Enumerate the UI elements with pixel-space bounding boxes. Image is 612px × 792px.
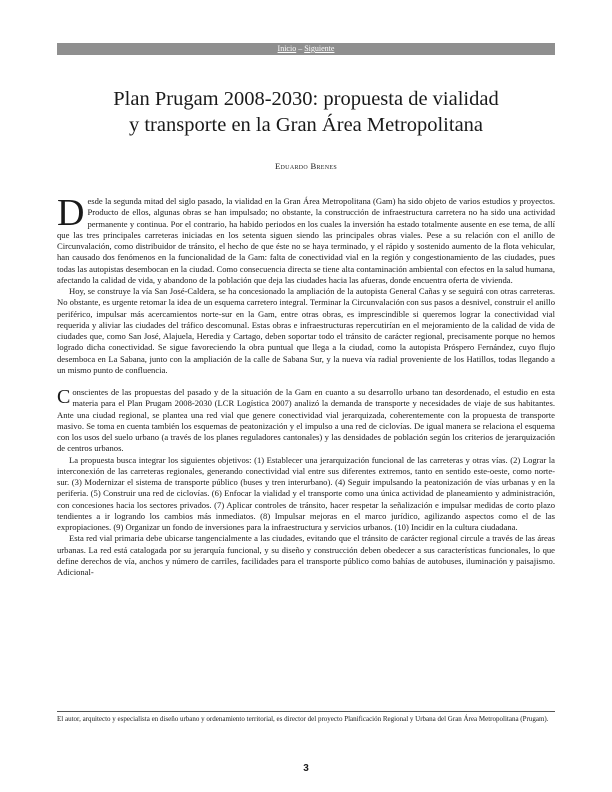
paragraph-2: Hoy, se construye la vía San José-Caldera, se ha concesionado la ampliación de la autopista General Cañas y se seguirá con otras carreteras. No obstante, es urgente retomar la idea de un esquema carretero integral. Terminar la Circunvalación con sus pasos a desnivel, construir el anillo periférico, impulsar más acercamientos norte-sur en la Gam, entre otras obras, es imprescindible si queremos lograr la conectividad vial requerida y aliviar las ciudades del tráfico descomunal. Estas obras e infraestructuras repercutirían en el mejoramiento de la calidad de vida de ciudades que, como San José, Alajuela, Heredia y Cartago, deben soportar todo el tránsito de carácter regional, precisamente porque no hemos logrado dicha conectividad. Se sigue favoreciendo la obra puntual que llega a la ciudad, como la autopista Próspero Fernández, cuyo flujo desemboca en La Sabana, junto con la ampliación de la calle de Sabana Sur, y la nueva vía radial proveniente de los Hatillos, todas llegando a un mismo punto de confluencia. bbox=[57, 286, 555, 375]
footnote-divider bbox=[57, 711, 555, 712]
title-line-1: Plan Prugam 2008-2030: propuesta de vialidad bbox=[113, 88, 499, 110]
paragraph-1 bbox=[57, 196, 555, 286]
paragraph-4: La propuesta busca integrar los siguientes objetivos: (1) Establecer una jerarquización funcional de las carreteras y otras vías. (2) Lograr la interconexión de las carreteras regionales, generando conectividad vial entre sus diferentes extremos, tanto en sentido este-oeste, como norte-sur. (3) Modernizar el sistema de transporte público (buses y tren interurbano). (4) Seguir impulsando la peatonización de vías urbanas y en la periferia. (5) Construir una red de ciclovías. (6) Enfocar la vialidad y el transporte como una única actividad de planeamiento y administración, con concesiones hacia los sectores privados. (7) Aplicar controles de tránsito, hacer respetar la señalización e impulsar medidas de corto plazo tendientes a ir logrando los cambios más inmediatos. (8) Impulsar mejoras en el marco jurídico, agilizando aspectos como el de las expropiaciones. (9) Organizar un fondo de inversiones para la infraestructura y servicios urbanos. (10) Incidir en la cultura ciudadana. bbox=[57, 454, 555, 532]
article-title bbox=[57, 86, 555, 138]
paragraph-5: Esta red vial primaria debe ubicarse tangencialmente a las ciudades, evitando que el tránsito de carácter regional circule a través de las áreas urbanas. La red está catalogada por su jerarquía funcional, y su diseño y construcción deben obedecer a sus características funcionales, lo que define derechos de vía, anchos y número de carriles, facilidades para el transporte público como bahías de autobuses, iluminación y paisajismo. Adicional- bbox=[57, 533, 555, 577]
drop-cap-c: C bbox=[57, 386, 71, 408]
nav-separator: – bbox=[296, 44, 305, 53]
drop-cap-d: D bbox=[57, 196, 85, 234]
paragraph-3 bbox=[57, 387, 555, 455]
title-line-2: y transporte en la Gran Área Metropolitana bbox=[128, 114, 484, 136]
article-body bbox=[57, 196, 555, 705]
paragraph-1-text: esde la segunda mitad del siglo pasado, la vialidad en la Gran Área Metropolitana (Gam) ha sido objeto de varios estudios y proyectos. Producto de ellos, algunas obras se han impulsado; no obstante, la construcción de infraestructura carretera no ha sido una actividad permanente y continua. Por el contrario, ha habido periodos en los cuales la inversión ha estado totalmente ausente en ese tema, de allí que las tres principales carreteras iniciadas en los setenta siguen siendo las principales obras viales. Pese a su relación con el anillo de Circunvalación, como distribuidor de tránsito, el hecho de que éste no se haya terminado, y el rápido y sostenido aumento de la flota vehicular, han causado dos fenómenos en la funcionalidad de la Gam: falta de conectividad vial en la región y congestionamiento de las ciudades, pues todas las autopistas desembocan en la ciudad. Como consecuencia directa se tiene alta contaminación ambiental con efectos en la salud humana, afectando la calidad de vida, y abandono de la población que deja las ciudades hacia las afueras, donde encuentra oferta de vivienda. bbox=[57, 196, 555, 285]
navigation-bar bbox=[57, 43, 555, 55]
page-number: 3 bbox=[303, 763, 309, 774]
inicio-link[interactable]: Inicio bbox=[277, 44, 297, 53]
paragraph-3-text: onscientes de las propuestas del pasado y de la situación de la Gam en cuanto a su desarrollo urbano tan desordenado, el estudio en esta materia para el Plan Prugam 2008-2030 (LCR Logística 2007) analizó la demanda de transporte y necesidades de viaje de sus habitantes. Ante una ciudad regional, se plantea una red vial que genere conectividad vial jerarquizada, coherentemente con la propuesta de transporte masivo. Se toma en cuenta también los esquemas de peatonización y el impulso a una red de ciclovías. De igual manera se relaciona el esquema con los usos del suelo urbano (a través de los planes reguladores cantonales) y las densidades de población según los criterios de jerarquización de centros urbanos. bbox=[57, 387, 555, 454]
siguiente-link[interactable]: Siguiente bbox=[304, 44, 335, 53]
author-footnote: El autor, arquitecto y especialista en diseño urbano y ordenamiento territorial, es director del proyecto Planificación Regional y Urbana del Gran Área Metropolitana (Prugam). bbox=[57, 715, 549, 723]
author-name: Eduardo Brenes bbox=[275, 161, 337, 171]
